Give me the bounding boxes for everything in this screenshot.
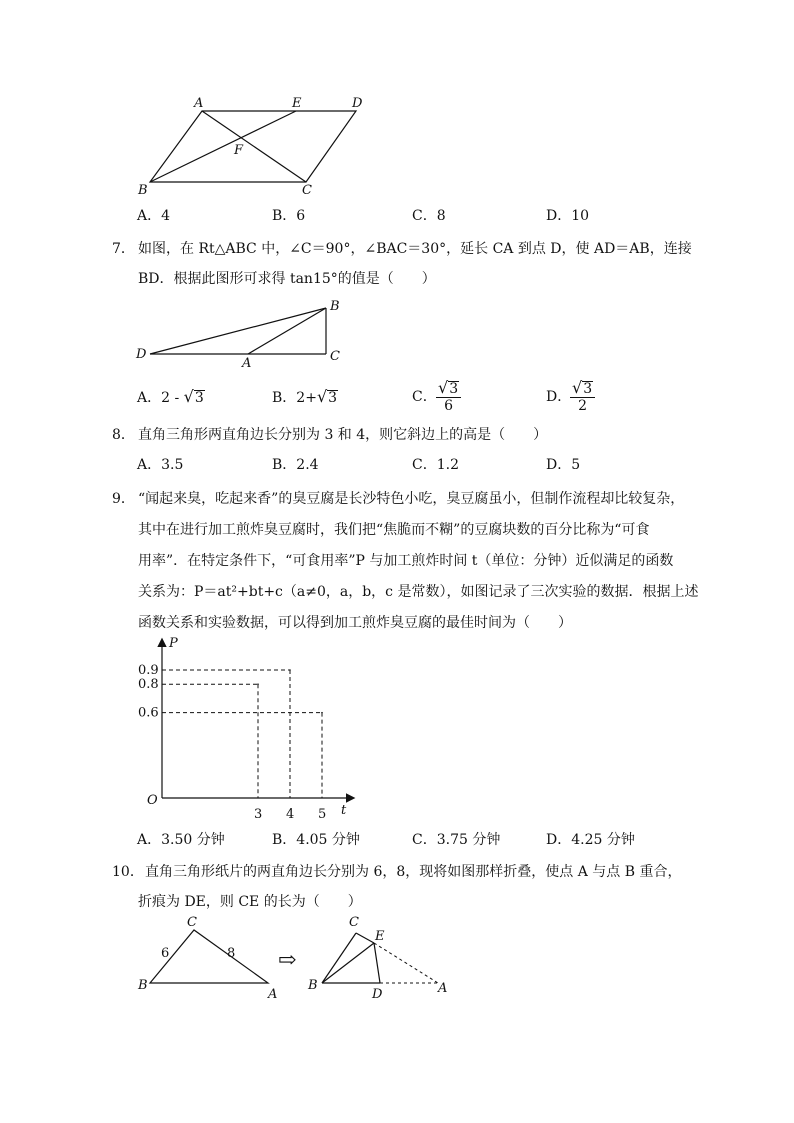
label-D: D — [372, 987, 383, 1002]
sqrt-icon: √ — [183, 387, 194, 406]
q10-fold-figure — [130, 912, 460, 1002]
q8-number: 8． — [112, 427, 135, 443]
q9-stem-line5: 函数关系和实验数据，可以得到加工煎炸臭豆腐的最佳时间为（ ） — [138, 615, 572, 631]
dashed-ea — [374, 943, 438, 983]
fraction-denominator: 6 — [444, 398, 454, 414]
origin-label: O — [147, 793, 158, 808]
segment-ab — [248, 308, 326, 354]
diagonal-ac — [202, 111, 306, 182]
x-axis-label: t — [341, 803, 347, 818]
label-A: A — [268, 987, 278, 1002]
q7-option-b-prefix: B．2+ — [272, 390, 317, 406]
q7-option-b-radicand: 3 — [328, 390, 338, 406]
crease-de — [374, 943, 380, 983]
q10-stem-line1: 直角三角形纸片的两直角边长分别为 6，8，现将如图那样折叠，使点 A 与点 B 重合， — [145, 864, 682, 880]
q7-option-c-prefix: C． — [412, 389, 437, 405]
q7-option-b — [272, 388, 338, 407]
q8-option-b: B．2.4 — [272, 457, 319, 473]
label-C: C — [349, 915, 359, 930]
q9-stem-line3: 用率”．在特定条件下，“可食用率”P 与加工煎炸时间 t（单位：分钟）近似满足的函数 — [138, 553, 674, 569]
q7-option-c-fraction — [436, 378, 461, 414]
q7-triangle-figure — [130, 296, 360, 371]
q9-option-c: C．3.75 分钟 — [412, 832, 501, 848]
sqrt-icon: √ — [572, 378, 583, 397]
sqrt-icon: √ — [438, 378, 449, 397]
label-B: B — [138, 183, 148, 198]
label-A: A — [194, 96, 204, 111]
y-tick-label: 0.9 — [138, 663, 159, 678]
q6-option-a: A．4 — [137, 208, 171, 224]
label-A: A — [438, 981, 448, 996]
q9-number: 9． — [112, 491, 135, 507]
x-tick-label: 4 — [286, 807, 295, 822]
data-point — [257, 683, 259, 685]
y-tick-label: 0.8 — [138, 677, 159, 693]
fraction-denominator: 2 — [578, 398, 588, 414]
q9-option-b: B．4.05 分钟 — [272, 832, 360, 848]
label-D: D — [136, 347, 147, 362]
side-ca-length: 8 — [227, 946, 236, 961]
x-tick-label: 5 — [318, 807, 327, 822]
label-F: F — [234, 143, 244, 158]
segment-be — [150, 111, 296, 182]
y-axis-label: P — [169, 636, 178, 651]
q7-option-a-prefix: A．2 - — [137, 390, 184, 406]
q6-parallelogram-figure — [130, 90, 380, 200]
label-E: E — [375, 929, 385, 944]
q9-stem-line2: 其中在进行加工煎炸臭豆腐时，我们把“焦脆而不糊”的豆腐块数的百分比称为“可食 — [138, 522, 650, 538]
segment-ce — [356, 933, 374, 943]
q8-stem: 直角三角形两直角边长分别为 3 和 4，则它斜边上的高是（ ） — [138, 427, 548, 443]
label-C: C — [330, 349, 340, 364]
q7-number: 7． — [112, 241, 135, 257]
q10-number: 10． — [112, 864, 144, 880]
sqrt-icon: √ — [316, 387, 328, 406]
q9-chart — [135, 632, 365, 827]
label-B: B — [308, 978, 318, 993]
q9-stem-line1: “闻起来臭，吃起来香”的臭豆腐是长沙特色小吃，臭豆腐虽小，但制作流程却比较复杂， — [138, 491, 685, 507]
q9-stem-line4: 关系为：P＝at²+bt+c（a≠0，a，b，c 是常数），如图记录了三次实验的数据．根据上述 — [138, 584, 699, 600]
segment-be — [322, 943, 374, 983]
q6-option-c: C．8 — [412, 208, 446, 224]
data-point — [321, 712, 323, 714]
fold-arrow-icon: ⇨ — [278, 948, 297, 973]
q7-option-d-prefix: D． — [546, 389, 572, 405]
x-tick-label: 3 — [254, 807, 263, 822]
segment-db — [150, 308, 326, 354]
label-B: B — [330, 299, 340, 314]
q8-option-c: C．1.2 — [412, 457, 459, 473]
q7-stem-line1: 如图，在 Rt△ABC 中，∠C＝90°，∠BAC＝30°，延长 CA 到点 D，使 AD＝AB，连接 — [138, 241, 692, 257]
label-E: E — [292, 96, 302, 111]
q6-option-b: B．6 — [272, 208, 306, 224]
q6-option-d: D．10 — [546, 208, 590, 224]
label-C: C — [302, 183, 312, 198]
label-B: B — [138, 978, 148, 993]
label-D: D — [352, 96, 363, 111]
q7-option-a — [137, 388, 205, 407]
data-point — [289, 669, 291, 671]
fraction-numerator: √3 — [436, 378, 461, 398]
q9-option-a: A．3.50 分钟 — [137, 832, 225, 848]
fraction-numerator: √3 — [570, 378, 595, 398]
q8-option-d: D．5 — [546, 457, 581, 473]
side-bc-length: 6 — [161, 946, 170, 961]
q8-option-a: A．3.5 — [137, 457, 184, 473]
segment-bc — [322, 933, 356, 983]
q10-stem-line2: 折痕为 DE，则 CE 的长为（ ） — [138, 894, 362, 910]
y-tick-label: 0.6 — [138, 705, 159, 721]
q9-option-d: D．4.25 分钟 — [546, 832, 635, 848]
q7-option-d-fraction — [570, 378, 595, 414]
label-C: C — [187, 915, 197, 930]
q7-stem-line2: BD．根据此图形可求得 tan15°的值是（ ） — [138, 271, 436, 287]
label-A: A — [242, 356, 252, 371]
q7-option-a-radicand: 3 — [194, 390, 204, 406]
